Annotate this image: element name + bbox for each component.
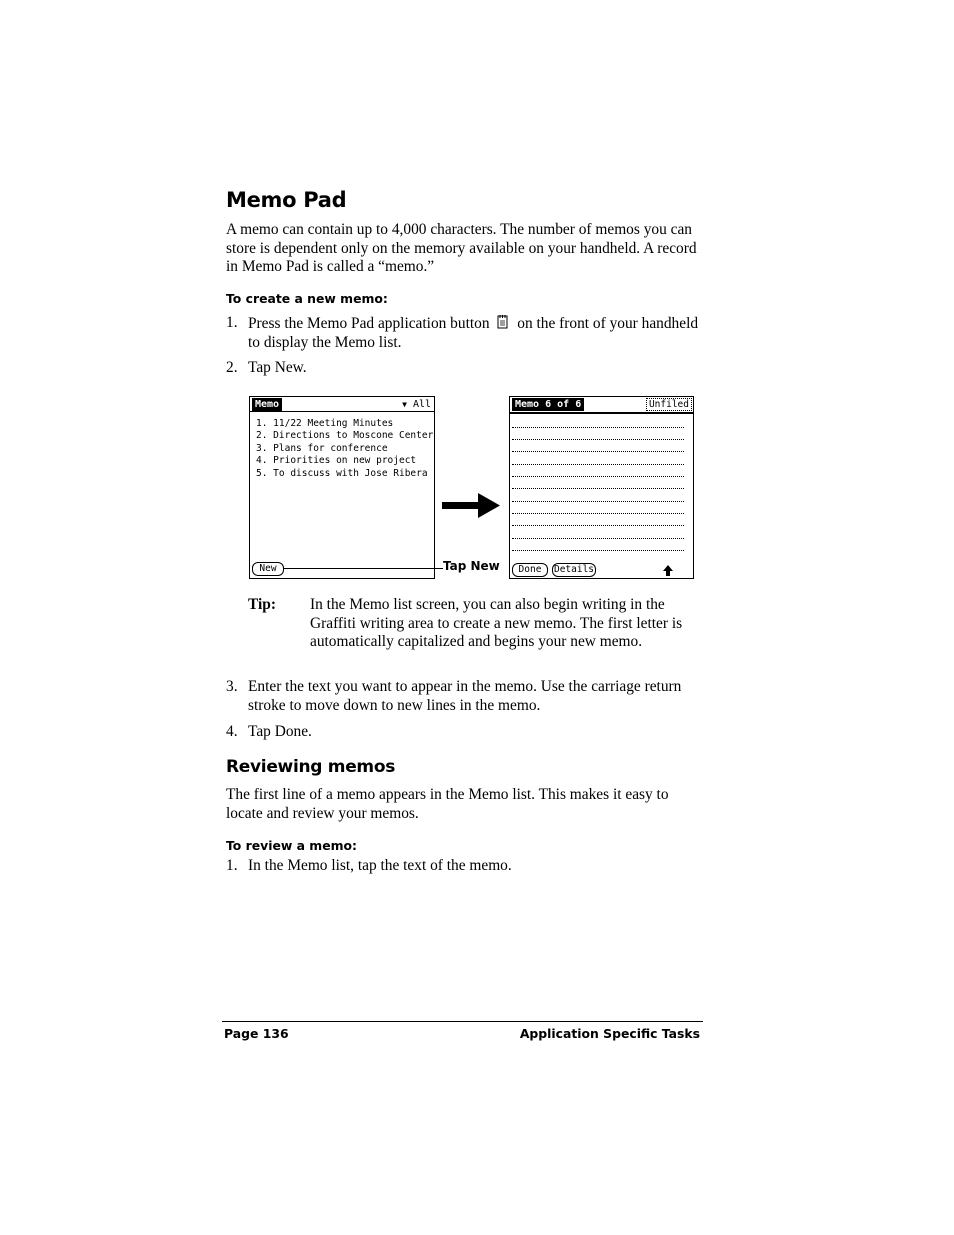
memo-list: [256, 418, 433, 480]
procedure-heading-create: To create a new memo:: [226, 291, 388, 306]
step-number: 3.: [226, 678, 238, 695]
memo-list-title: Memo: [252, 398, 282, 411]
category-picker[interactable]: Unfiled: [646, 398, 692, 411]
list-item[interactable]: 5. To discuss with Jose Ribera: [256, 467, 428, 479]
details-button[interactable]: Details: [553, 564, 595, 575]
step-create-4: [226, 723, 702, 743]
new-button[interactable]: New: [252, 562, 284, 576]
page-title: Memo Pad: [226, 188, 347, 212]
list-item[interactable]: 1. 11/22 Meeting Minutes: [256, 418, 394, 429]
category-label: All: [412, 399, 431, 410]
tip-label: Tip:: [248, 596, 276, 613]
step-number: 1.: [226, 314, 238, 331]
step-text: Enter the text you want to appear in the memo. Use the carriage return stroke to move down to new lines in the memo.: [248, 678, 682, 714]
triangle-down-icon: ▼: [402, 400, 407, 409]
step-create-1: [226, 314, 702, 354]
category-picker[interactable]: [402, 398, 431, 411]
arrow-right-icon: [440, 492, 502, 520]
callout-line: [283, 568, 443, 569]
list-item[interactable]: 2. Directions to Moscone Center: [256, 430, 434, 442]
step-create-3: [226, 678, 702, 718]
step-text: Press the Memo Pad application button on the front of your handheld to display the Memo list.: [248, 315, 699, 351]
step-text: In the Memo list, tap the text of the memo.: [248, 857, 512, 874]
memo-edit-screen: [509, 396, 694, 579]
step-text: Tap New.: [248, 359, 307, 376]
step-create-2: [226, 359, 702, 379]
procedure-heading-review: To review a memo:: [226, 838, 358, 853]
footer-rule: [222, 1021, 703, 1022]
page-number: Page 136: [224, 1026, 289, 1041]
step-number: 4.: [226, 723, 238, 740]
chapter-title: Application Specific Tasks: [519, 1026, 700, 1041]
section-heading-reviewing-memos: Reviewing memos: [226, 757, 396, 777]
step-number: 1.: [226, 857, 238, 874]
memo-list-screen: [249, 396, 435, 579]
step-number: 2.: [226, 359, 238, 376]
tap-new-callout: Tap New: [443, 559, 500, 573]
shift-up-arrow-icon: [662, 565, 674, 577]
step-text: Tap Done.: [248, 723, 312, 740]
intro-paragraph: A memo can contain up to 4,000 characters. The number of memos you can store is dependent only on the memory available on your handheld. A record in Memo Pad is called a “memo.”: [226, 221, 697, 276]
list-item[interactable]: 4. Priorities on new project: [256, 455, 417, 467]
list-item[interactable]: 3. Plans for conference: [256, 442, 388, 454]
step-review-1: [226, 857, 702, 877]
memo-edit-title: Memo 6 of 6: [512, 398, 584, 411]
done-button[interactable]: Done: [512, 563, 548, 577]
memo-pad-button-icon: [496, 314, 510, 330]
tip-text: In the Memo list screen, you can also begin writing in the Graffiti writing area to create a new memo. The first letter is automatically capitalized and begins your new memo.: [310, 596, 683, 651]
review-intro-paragraph: The first line of a memo appears in the Memo list. This makes it easy to locate and review your memos.: [226, 786, 669, 822]
